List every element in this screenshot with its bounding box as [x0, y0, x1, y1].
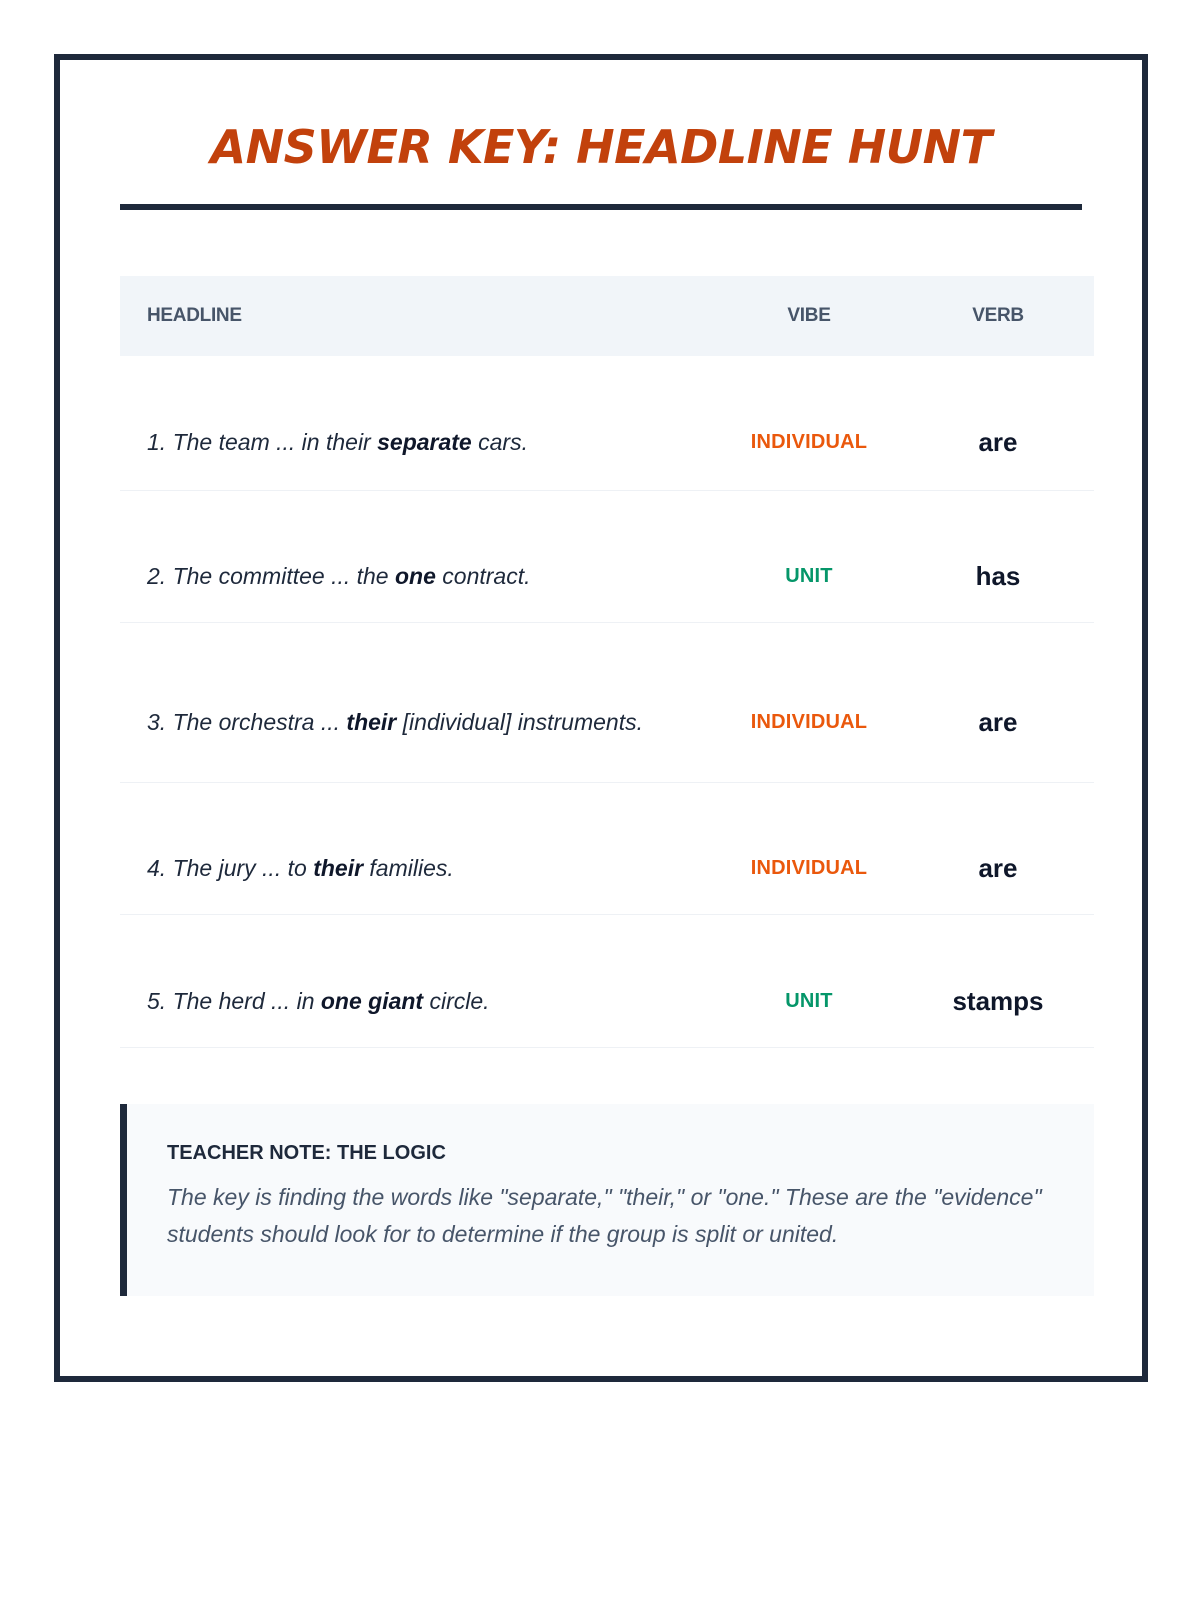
headline-text [120, 985, 716, 1018]
headline-segment: 4. The jury ... to [147, 855, 314, 881]
table-row [120, 491, 1094, 623]
table-row [120, 915, 1094, 1048]
table-row [120, 356, 1094, 491]
answer-key-card [54, 54, 1148, 1382]
vibe-label: UNIT [785, 565, 833, 587]
headline-evidence-word: separate [377, 428, 472, 455]
headline-segment: families. [363, 855, 454, 881]
teacher-note-title: TEACHER NOTE: THE LOGIC [167, 1142, 446, 1164]
headline-segment: 3. The orchestra ... [147, 709, 347, 735]
headline-segment: circle. [423, 987, 490, 1014]
table-header [120, 276, 1094, 356]
vibe-label: UNIT [785, 989, 833, 1012]
vibe-label: INDIVIDUAL [750, 857, 868, 879]
headline-evidence-word: their [313, 855, 364, 881]
headline-text [120, 426, 716, 459]
headline-segment: 2. The committee ... the [147, 563, 395, 589]
verb-answer: are [978, 426, 1018, 457]
vibe-label: INDIVIDUAL [750, 711, 868, 733]
headline-text [120, 706, 716, 739]
headline-segment: 5. The herd ... in [147, 987, 321, 1014]
table-row [120, 783, 1094, 915]
headline-evidence-word: one [395, 563, 436, 589]
verb-answer: are [978, 707, 1018, 737]
table-row [120, 623, 1094, 783]
headline-segment: contract. [435, 563, 531, 589]
verb-answer: are [978, 853, 1018, 883]
vibe-label: INDIVIDUAL [750, 430, 868, 453]
headline-segment: [individual] instruments. [396, 709, 643, 735]
teacher-note [120, 1104, 1094, 1296]
header-headline: HEADLINE [147, 305, 242, 326]
title-divider [120, 204, 1082, 210]
header-vibe: VIBE [787, 305, 831, 326]
headline-evidence-word: their [346, 709, 397, 735]
headline-text [120, 852, 716, 885]
headline-segment: cars. [471, 428, 528, 455]
verb-answer: stamps [952, 985, 1044, 1016]
headline-evidence-word: one giant [320, 987, 424, 1014]
page-title: ANSWER KEY: HEADLINE HUNT [210, 120, 992, 174]
teacher-note-body: The key is finding the words like "separate," "their," or "one." These are the "evidence" students should look for to determine if the group is split or united. [167, 1184, 1042, 1247]
headline-segment: 1. The team ... in their [147, 428, 378, 455]
headline-text [120, 560, 716, 593]
header-verb: VERB [972, 305, 1024, 326]
verb-answer: has [975, 561, 1021, 591]
answer-table [120, 276, 1094, 1048]
